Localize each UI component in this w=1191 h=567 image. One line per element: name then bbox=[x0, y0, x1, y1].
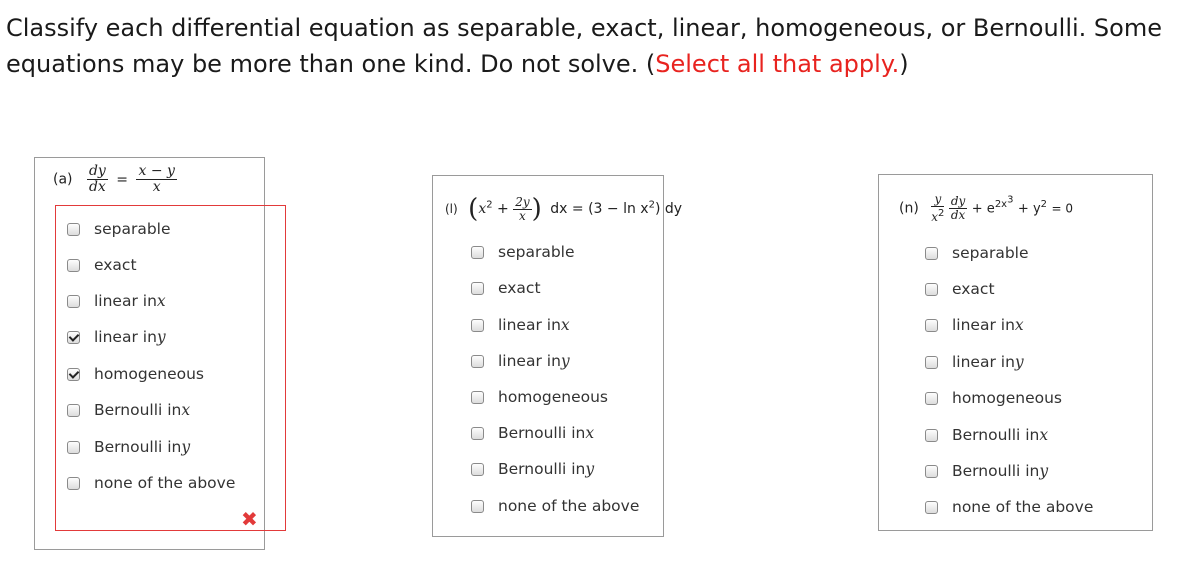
problem-l-panel bbox=[432, 175, 683, 537]
checkbox[interactable] bbox=[471, 463, 484, 476]
problem-n-panel bbox=[878, 174, 1153, 531]
option-none-of-the-above[interactable]: none of the above bbox=[925, 497, 1093, 517]
checkbox[interactable] bbox=[471, 246, 484, 259]
checkbox[interactable] bbox=[925, 465, 938, 478]
checkbox[interactable] bbox=[471, 391, 484, 404]
option-homogeneous[interactable]: homogeneous bbox=[67, 364, 204, 384]
equation-a: (a) $\frac{dy}{dx}$ = $\frac{x - y}{x}$ bbox=[53, 163, 175, 195]
checkbox[interactable] bbox=[67, 404, 80, 417]
checkbox[interactable] bbox=[67, 477, 80, 490]
option-exact[interactable]: exact bbox=[471, 278, 541, 298]
option-linear-in-y[interactable]: linear in y bbox=[925, 352, 1024, 372]
option-exact[interactable]: exact bbox=[925, 279, 995, 299]
option-none-of-the-above[interactable]: none of the above bbox=[67, 473, 235, 493]
checkbox[interactable] bbox=[925, 247, 938, 260]
option-linear-in-x[interactable]: linear in x bbox=[925, 315, 1024, 335]
option-linear-in-y[interactable]: linear in y bbox=[67, 327, 166, 347]
checkbox[interactable] bbox=[925, 319, 938, 332]
checkbox[interactable] bbox=[67, 441, 80, 454]
checkbox[interactable] bbox=[471, 282, 484, 295]
checkbox[interactable] bbox=[471, 319, 484, 332]
checkbox[interactable] bbox=[67, 223, 80, 236]
option-bernoulli-in-y[interactable]: Bernoulli in y bbox=[67, 437, 190, 457]
checkbox[interactable] bbox=[67, 331, 80, 344]
option-exact[interactable]: exact bbox=[67, 255, 137, 275]
select-all-hint: Select all that apply. bbox=[655, 50, 900, 78]
instructions: Classify each differential equation as separable, exact, linear, homogeneous, or Bernoulli. Some equations may be more than one kind. Do not solve. (Select all that apply.) bbox=[6, 14, 1162, 78]
equation-n: (n) $\frac{y}{x^2}$ $\frac{dy}{dx}$ + $e^{2x^3} + y^2 = 0$ bbox=[899, 192, 1073, 224]
option-bernoulli-in-x[interactable]: Bernoulli in x bbox=[67, 400, 190, 420]
problem-a-panel bbox=[34, 157, 265, 550]
equation-l: (l) ($x^2$ + $\frac{2y}{x}$ ) dx = $(3 - \ln x^2)$ dy bbox=[445, 194, 683, 224]
option-separable[interactable]: separable bbox=[471, 242, 575, 262]
checkbox[interactable] bbox=[67, 295, 80, 308]
checkbox[interactable] bbox=[925, 429, 938, 442]
option-bernoulli-in-y[interactable]: Bernoulli in y bbox=[471, 459, 594, 479]
checkbox[interactable] bbox=[471, 355, 484, 368]
option-homogeneous[interactable]: homogeneous bbox=[925, 388, 1062, 408]
option-linear-in-y[interactable]: linear in y bbox=[471, 351, 570, 371]
checkbox[interactable] bbox=[67, 259, 80, 272]
checkbox[interactable] bbox=[471, 500, 484, 513]
checkbox[interactable] bbox=[925, 283, 938, 296]
option-bernoulli-in-x[interactable]: Bernoulli in x bbox=[471, 423, 594, 443]
checkbox[interactable] bbox=[67, 368, 80, 381]
checkbox[interactable] bbox=[925, 392, 938, 405]
checkbox[interactable] bbox=[471, 427, 484, 440]
option-linear-in-x[interactable]: linear in x bbox=[471, 315, 570, 335]
option-bernoulli-in-x[interactable]: Bernoulli in x bbox=[925, 425, 1048, 445]
option-linear-in-x[interactable]: linear in x bbox=[67, 291, 166, 311]
checkbox[interactable] bbox=[925, 501, 938, 514]
checkbox[interactable] bbox=[925, 356, 938, 369]
option-bernoulli-in-y[interactable]: Bernoulli in y bbox=[925, 461, 1048, 481]
option-homogeneous[interactable]: homogeneous bbox=[471, 387, 608, 407]
option-separable[interactable]: separable bbox=[67, 219, 171, 239]
option-separable[interactable]: separable bbox=[925, 243, 1029, 263]
option-none-of-the-above[interactable]: none of the above bbox=[471, 496, 639, 516]
incorrect-icon: ✖ bbox=[241, 507, 258, 531]
